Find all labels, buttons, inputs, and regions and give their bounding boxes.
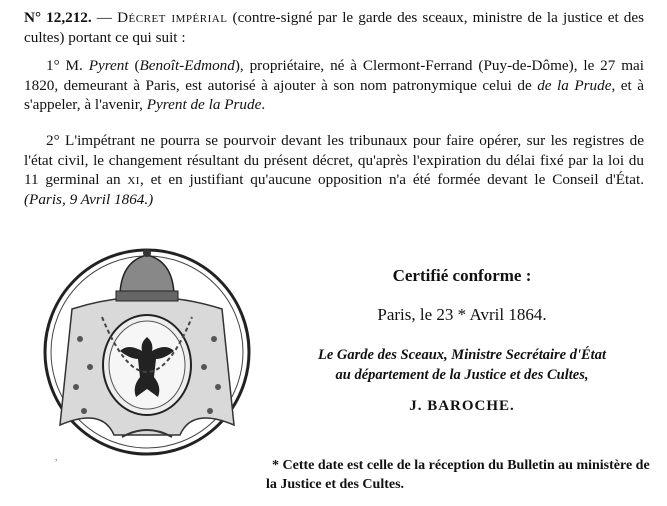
article-1-end: . <box>261 96 266 114</box>
decree-heading <box>24 8 644 47</box>
article-2 <box>24 131 644 209</box>
article-1-text-2: , et à s'appeler, à l'avenir, <box>24 76 645 114</box>
paren-close: ) <box>234 57 240 74</box>
margin-mark: , <box>55 452 58 463</box>
imperial-seal-image <box>42 247 252 457</box>
garde-des-sceaux <box>262 345 662 385</box>
signer-name: J. BAROCHE. <box>409 398 515 414</box>
decree-type: Décret impérial <box>117 9 228 26</box>
decree-heading-text: (contre-signé par le garde des sceaux, ministre de la justice et des cultes) portant ce qui suit : <box>24 9 645 46</box>
decree-dash: — <box>91 9 118 26</box>
certification-title: Certifié conforme : <box>392 266 532 285</box>
paren-open: ( <box>128 57 140 74</box>
article-1-number: 1° M. <box>46 57 89 74</box>
article-2-text-2: , et en justifiant qu'aucune opposition n'a été formée devant le Conseil d'État. <box>139 171 644 189</box>
future-name: Pyrent de la Prude <box>146 96 262 114</box>
garde-line-2: au département de la Justice et des Cultes, <box>335 367 589 383</box>
article-2-text-1: 2° L'impétrant ne pourra se pourvoir devant les tribunaux pour faire opérer, sur les registres de l'état civil, le changement résultant du présent décret, qu'après l'expiration du délai fixé par la loi du 11 germinal an <box>24 132 644 189</box>
given-names: Benoît-Edmond <box>139 57 235 74</box>
year-xi: xi <box>127 171 140 189</box>
garde-line-1: Le Garde des Sceaux, Ministre Secrétaire d'État <box>318 347 606 363</box>
certification-date: Paris, le 23 * Avril 1864. <box>377 305 547 324</box>
article-1 <box>24 56 644 115</box>
added-name: de la Prude <box>537 76 612 94</box>
footnote: * Cette date est celle de la réception du Bulletin au ministère de la Justice et des Cultes. <box>266 458 650 492</box>
person-name: Pyrent <box>88 57 129 74</box>
decree-number: N° 12,212. <box>24 9 92 26</box>
decree-dateline: (Paris, 9 Avril 1864.) <box>24 190 154 208</box>
article-1-text-1: , propriétaire, né à Clermont-Ferrand (Puy-de-Dôme), le 27 mai 1820, demeurant à Paris, est autorisé à ajouter à son nom patronymique celui de <box>24 57 644 94</box>
